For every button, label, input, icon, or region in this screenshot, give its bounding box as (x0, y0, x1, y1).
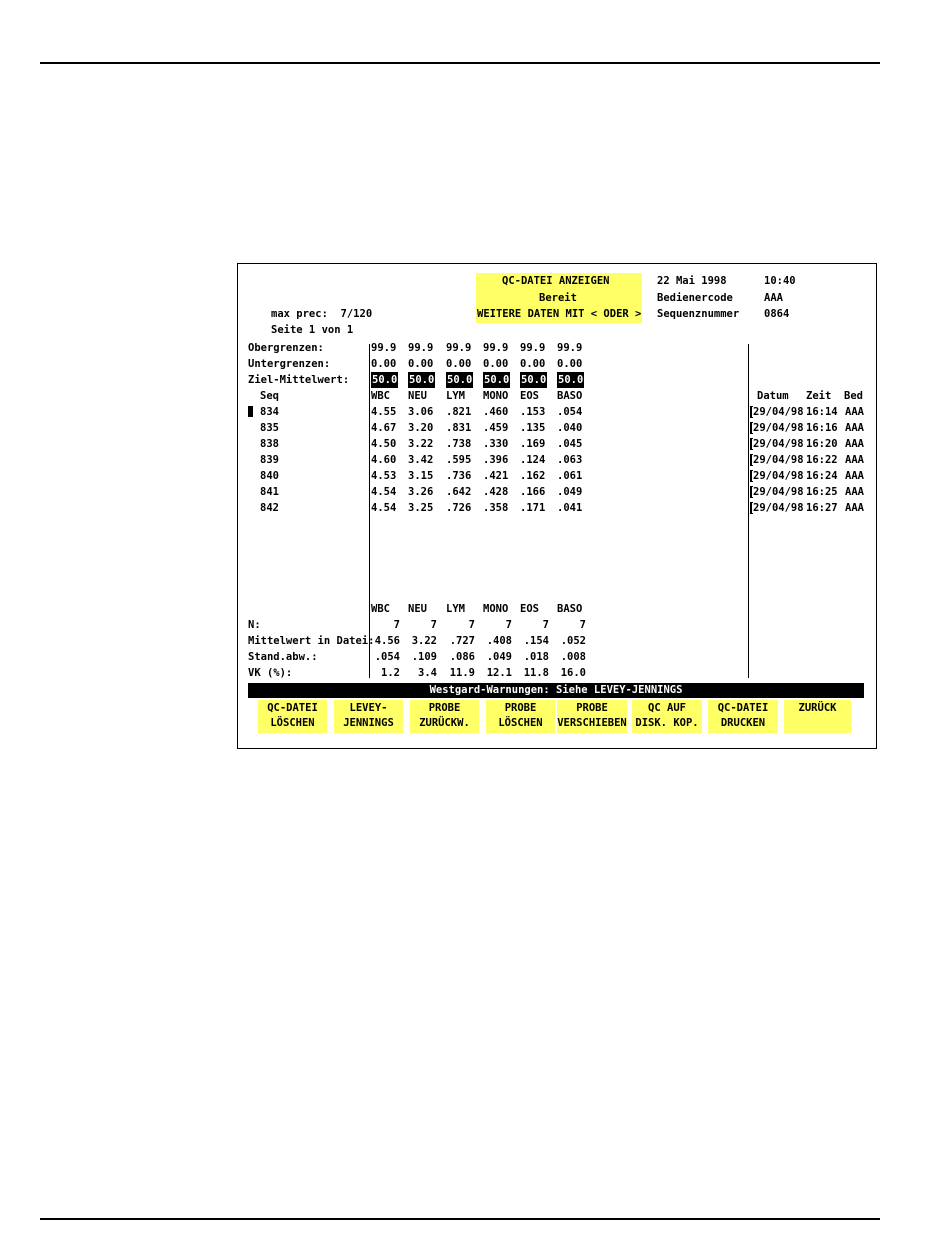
value-cell: .063 (557, 454, 583, 466)
value-cell: .171 (520, 502, 546, 514)
operator-cell: AAA (845, 422, 864, 434)
target-mean-value[interactable]: 50.0 (409, 374, 435, 386)
stats-value: 12.1 (486, 667, 512, 679)
screen-title: QC-DATEI ANZEIGEN (502, 275, 610, 287)
value-cell: 4.53 (371, 470, 397, 482)
operator-cell: AAA (845, 406, 864, 418)
value-cell: 4.54 (371, 486, 397, 498)
upper-limit-value: 99.9 (557, 342, 583, 354)
value-cell: .428 (483, 486, 509, 498)
stats-column-header: WBC (371, 603, 390, 615)
stats-value: 7 (579, 619, 586, 631)
date-text: 22 Mai 1998 (657, 275, 727, 287)
stats-value: 7 (542, 619, 549, 631)
lower-limits-label: Untergrenzen: (248, 358, 331, 370)
value-cell: 3.20 (408, 422, 434, 434)
lower-limit-value: 0.00 (557, 358, 583, 370)
bottom-rule (40, 1218, 880, 1220)
operator-cell: AAA (845, 486, 864, 498)
row-cursor-marker (248, 406, 253, 417)
sequence-label: Sequenznummer (657, 308, 740, 320)
seq-cell: 842 (260, 502, 279, 514)
n-row (248, 617, 868, 633)
column-header: NEU (408, 390, 427, 402)
status-text: Bereit (539, 292, 577, 304)
table-row[interactable] (248, 404, 868, 420)
value-cell: .135 (520, 422, 546, 434)
stats-value: .054 (374, 651, 400, 663)
function-key-label: JENNINGS (343, 717, 394, 729)
upper-limit-value: 99.9 (371, 342, 397, 354)
function-key-label: QC AUF (648, 702, 686, 714)
value-cell: .153 (520, 406, 546, 418)
table-row[interactable] (248, 436, 868, 452)
stats-value: 11.8 (523, 667, 549, 679)
value-cell: .054 (557, 406, 583, 418)
seq-cell: 834 (260, 406, 279, 418)
value-cell: .726 (446, 502, 472, 514)
value-cell: .061 (557, 470, 583, 482)
stats-value: .008 (560, 651, 586, 663)
stats-value: 7 (393, 619, 400, 631)
stats-value: 11.9 (449, 667, 475, 679)
stats-value: .049 (486, 651, 512, 663)
value-cell: .831 (446, 422, 472, 434)
operator-value: AAA (764, 292, 783, 304)
time-cell: 16:27 (806, 502, 838, 514)
value-cell: 3.06 (408, 406, 434, 418)
seq-header: Seq (260, 390, 279, 402)
target-mean-value[interactable]: 50.0 (447, 374, 473, 386)
sd-row (248, 649, 868, 665)
column-header: MONO (483, 390, 509, 402)
function-key-label: DISK. KOP. (635, 717, 699, 729)
upper-limit-value: 99.9 (520, 342, 546, 354)
function-key-button[interactable] (410, 700, 479, 733)
value-cell: 3.25 (408, 502, 434, 514)
stats-label: Mittelwert in Datei: (248, 635, 375, 647)
lower-limit-value: 0.00 (446, 358, 472, 370)
value-cell: .642 (446, 486, 472, 498)
date-cell: 29/04/98 (753, 502, 804, 514)
stats-value: .109 (411, 651, 437, 663)
target-mean-row (248, 372, 868, 388)
function-key-label: PROBE (576, 702, 608, 714)
top-rule (40, 62, 880, 64)
stats-value: 1.2 (381, 667, 400, 679)
function-key-label: ZURÜCK (798, 702, 837, 714)
seq-cell: 840 (260, 470, 279, 482)
value-cell: .595 (446, 454, 472, 466)
time-cell: 16:16 (806, 422, 838, 434)
time-cell: 16:14 (806, 406, 838, 418)
mean-row (248, 633, 868, 649)
upper-limits-row (248, 340, 868, 356)
time-cell: 16:20 (806, 438, 838, 450)
upper-limit-value: 99.9 (408, 342, 434, 354)
function-key-label: LÖSCHEN (270, 717, 315, 729)
value-cell: .049 (557, 486, 583, 498)
stats-value: 3.4 (418, 667, 437, 679)
stats-column-header: BASO (557, 603, 583, 615)
seq-cell: 841 (260, 486, 279, 498)
date-cell: 29/04/98 (753, 406, 804, 418)
target-mean-value[interactable]: 50.0 (521, 374, 547, 386)
function-key-button[interactable] (258, 700, 327, 733)
value-cell: .459 (483, 422, 509, 434)
value-cell: .358 (483, 502, 509, 514)
value-cell: .045 (557, 438, 583, 450)
value-cell: .736 (446, 470, 472, 482)
sequence-value: 0864 (764, 308, 790, 320)
date-cell: 29/04/98 (753, 486, 804, 498)
operator-header: Bed (844, 390, 863, 402)
stats-label: Stand.abw.: (248, 651, 318, 663)
target-mean-label: Ziel-Mittelwert: (248, 374, 350, 386)
value-cell: .040 (557, 422, 583, 434)
operator-cell: AAA (845, 470, 864, 482)
function-key-button[interactable] (784, 700, 851, 733)
value-cell: .330 (483, 438, 509, 450)
time-cell: 16:22 (806, 454, 838, 466)
operator-label: Bedienercode (657, 292, 733, 304)
stats-column-header: LYM (446, 603, 465, 615)
seq-cell: 839 (260, 454, 279, 466)
lower-limit-value: 0.00 (520, 358, 546, 370)
time-text: 10:40 (764, 275, 796, 287)
stats-value: .018 (523, 651, 549, 663)
stats-column-header: NEU (408, 603, 427, 615)
date-header: Datum (757, 390, 789, 402)
value-cell: .821 (446, 406, 472, 418)
operator-cell: AAA (845, 502, 864, 514)
stats-value: 16.0 (560, 667, 586, 679)
table-row[interactable] (248, 500, 868, 516)
function-key-label: QC-DATEI (267, 702, 318, 714)
stats-value: .408 (486, 635, 512, 647)
operator-cell: AAA (845, 438, 864, 450)
value-cell: 4.50 (371, 438, 397, 450)
seq-cell: 838 (260, 438, 279, 450)
cv-row (248, 665, 868, 681)
stats-value: 4.56 (374, 635, 400, 647)
stats-label: N: (248, 619, 261, 631)
value-cell: .460 (483, 406, 509, 418)
value-cell: 4.55 (371, 406, 397, 418)
time-header: Zeit (806, 390, 832, 402)
lower-limit-value: 0.00 (483, 358, 509, 370)
date-cell: 29/04/98 (753, 438, 804, 450)
value-cell: 3.42 (408, 454, 434, 466)
lower-limit-value: 0.00 (408, 358, 434, 370)
value-cell: .169 (520, 438, 546, 450)
value-cell: .738 (446, 438, 472, 450)
function-key-label: VERSCHIEBEN (557, 717, 627, 729)
function-key-label: PROBE (428, 702, 461, 714)
stats-column-header: MONO (483, 603, 509, 615)
column-header: BASO (557, 390, 583, 402)
value-cell: .041 (557, 502, 583, 514)
time-cell: 16:24 (806, 470, 838, 482)
value-cell: 3.22 (408, 438, 434, 450)
function-key-label: QC-DATEI (717, 702, 769, 714)
column-header: EOS (520, 390, 539, 402)
table-row[interactable] (248, 420, 868, 436)
target-mean-value[interactable]: 50.0 (484, 374, 510, 386)
value-cell: .162 (520, 470, 546, 482)
target-mean-value[interactable]: 50.0 (372, 374, 398, 386)
stats-value: .052 (560, 635, 586, 647)
value-cell: .124 (520, 454, 546, 466)
value-cell: 4.67 (371, 422, 397, 434)
table-header-row (248, 388, 868, 404)
table-row[interactable] (248, 468, 868, 484)
stats-value: .154 (523, 635, 549, 647)
function-key-button[interactable] (334, 700, 403, 733)
stats-value: 3.22 (411, 635, 437, 647)
stats-value: 7 (430, 619, 437, 631)
stats-value: 7 (505, 619, 512, 631)
page-indicator: Seite 1 von 1 (271, 324, 354, 336)
function-key-label: PROBE (504, 702, 537, 714)
function-key-label: LÖSCHEN (498, 717, 543, 729)
function-key-button[interactable] (486, 700, 555, 733)
column-header: WBC (371, 390, 390, 402)
table-row[interactable] (248, 452, 868, 468)
stats-value: .086 (449, 651, 475, 663)
value-cell: 4.60 (371, 454, 397, 466)
function-key-button[interactable] (632, 700, 702, 733)
table-row[interactable] (248, 484, 868, 500)
upper-limits-label: Obergrenzen: (248, 342, 324, 354)
date-cell: 29/04/98 (753, 470, 804, 482)
max-prec: max prec: 7/120 (271, 308, 373, 320)
upper-limit-value: 99.9 (446, 342, 472, 354)
function-key-button[interactable] (708, 700, 778, 733)
date-cell: 29/04/98 (753, 422, 804, 434)
stats-header-row (248, 601, 868, 617)
lower-limit-value: 0.00 (371, 358, 397, 370)
value-cell: .166 (520, 486, 546, 498)
function-key-label: ZURÜCKW. (419, 717, 470, 729)
seq-cell: 835 (260, 422, 279, 434)
value-cell: 4.54 (371, 502, 397, 514)
value-cell: 3.15 (408, 470, 434, 482)
time-cell: 16:25 (806, 486, 838, 498)
operator-cell: AAA (845, 454, 864, 466)
function-key-label: DRUCKEN (720, 717, 766, 729)
stats-column-header: EOS (520, 603, 539, 615)
target-mean-value[interactable]: 50.0 (558, 374, 584, 386)
function-key-label: LEVEY- (349, 702, 388, 714)
function-key-button[interactable] (557, 700, 627, 733)
column-header: LYM (446, 390, 465, 402)
value-cell: .396 (483, 454, 509, 466)
stats-value: 7 (468, 619, 475, 631)
lower-limits-row (248, 356, 868, 372)
date-cell: 29/04/98 (753, 454, 804, 466)
upper-limit-value: 99.9 (483, 342, 509, 354)
value-cell: 3.26 (408, 486, 434, 498)
stats-label: VK (%): (248, 667, 293, 679)
more-data-hint: WEITERE DATEN MIT < ODER > (477, 308, 642, 320)
value-cell: .421 (483, 470, 509, 482)
westgard-warning-bar: Westgard-Warnungen: Siehe LEVEY-JENNINGS (248, 683, 864, 698)
qc-file-screen (237, 263, 877, 749)
stats-value: .727 (449, 635, 475, 647)
